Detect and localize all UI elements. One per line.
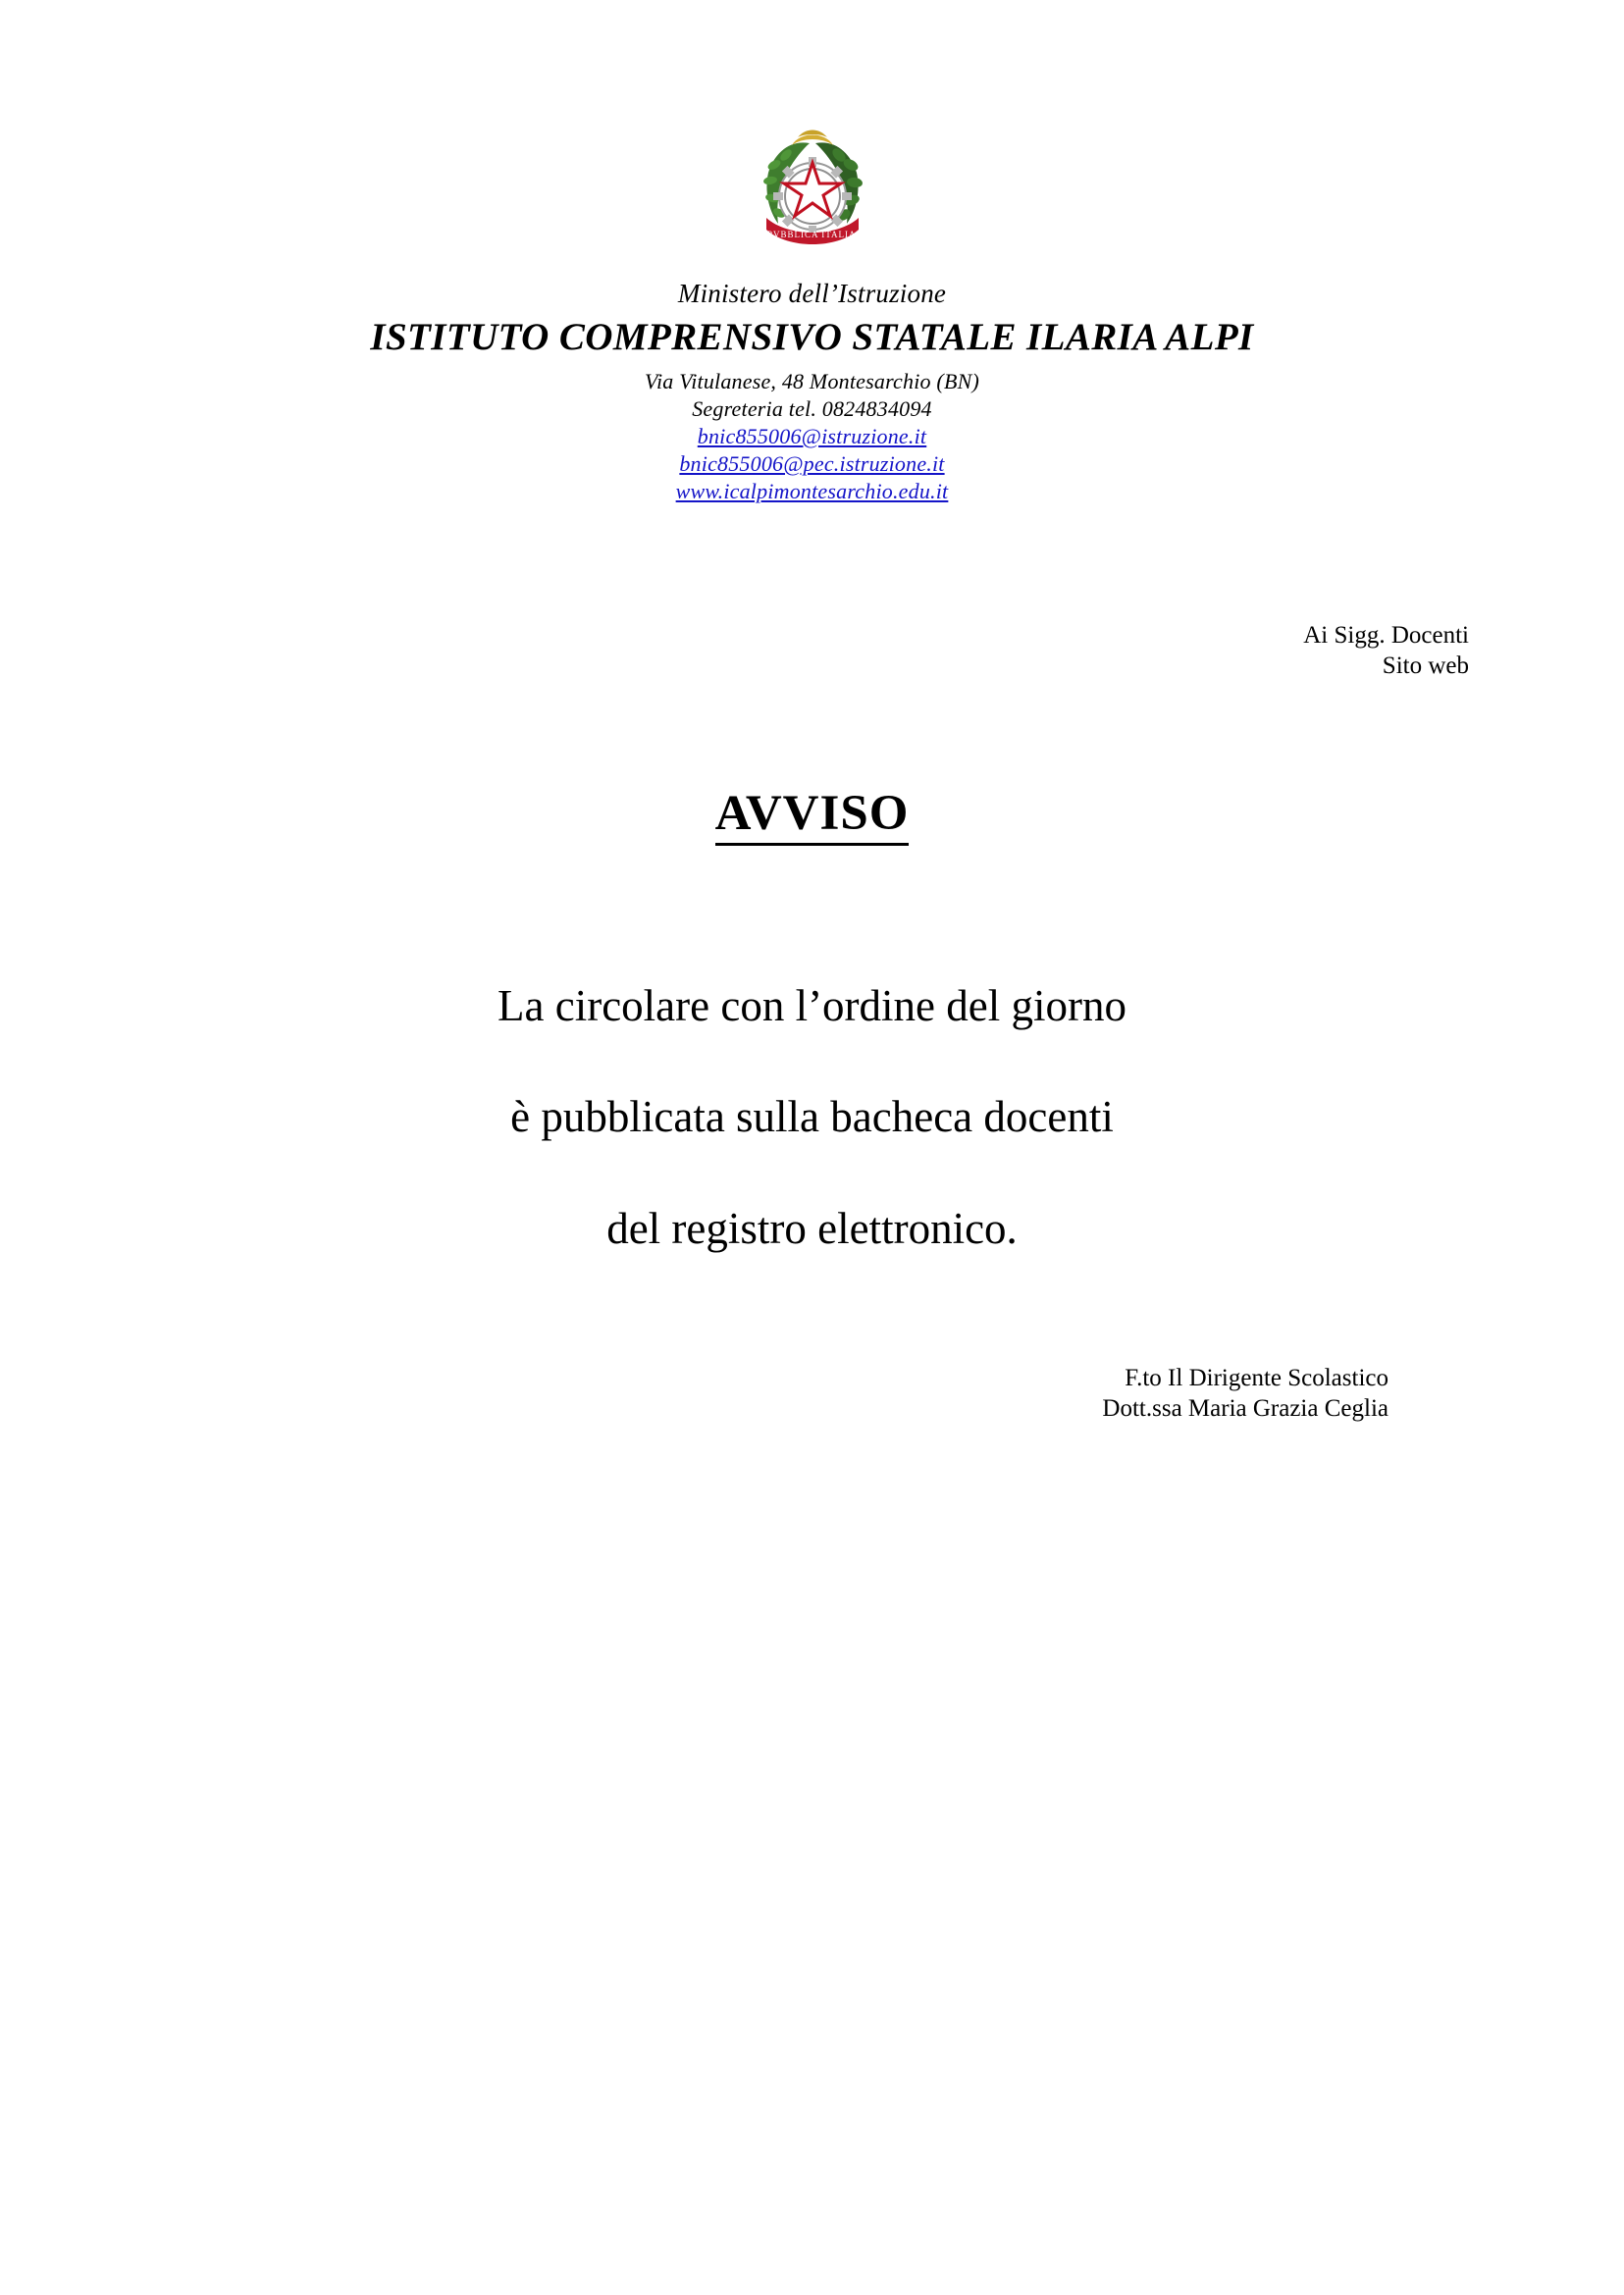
signature-block xyxy=(0,1363,1624,1425)
emblem-of-italy-icon xyxy=(749,116,876,261)
svg-text:REPVBBLICA ITALIANA: REPVBBLICA ITALIANA xyxy=(753,230,871,239)
signature-role: F.to Il Dirigente Scolastico xyxy=(1125,1364,1388,1391)
body-line-1: La circolare con l’ordine del giorno xyxy=(498,980,1126,1030)
school-phone: Segreteria tel. 0824834094 xyxy=(692,396,932,421)
recipients-block xyxy=(0,620,1624,682)
school-address: Via Vitulanese, 48 Montesarchio (BN) xyxy=(644,369,979,393)
ministry-name: Ministero dell’Istruzione xyxy=(677,279,947,308)
website-link[interactable]: www.icalpimontesarchio.edu.it xyxy=(675,479,949,503)
school-name: ISTITUTO COMPRENSIVO STATALE ILARIA ALPI xyxy=(370,316,1254,358)
document-title-text: AVVISO xyxy=(715,786,910,846)
letterhead xyxy=(0,279,1624,504)
body-line-2: è pubblicata sulla bacheca docenti xyxy=(510,1092,1114,1142)
emblem-container xyxy=(0,0,1624,261)
recipient-line-2: Sito web xyxy=(1382,652,1469,680)
document-body xyxy=(0,981,1624,1255)
email-link[interactable]: bnic855006@istruzione.it xyxy=(697,424,927,448)
document-title xyxy=(0,785,1624,842)
recipient-line-1: Ai Sigg. Docenti xyxy=(1303,622,1469,649)
body-line-3: del registro elettronico. xyxy=(606,1204,1018,1253)
pec-email-link[interactable]: bnic855006@pec.istruzione.it xyxy=(679,451,945,476)
signature-name: Dott.ssa Maria Grazia Ceglia xyxy=(1102,1395,1388,1422)
